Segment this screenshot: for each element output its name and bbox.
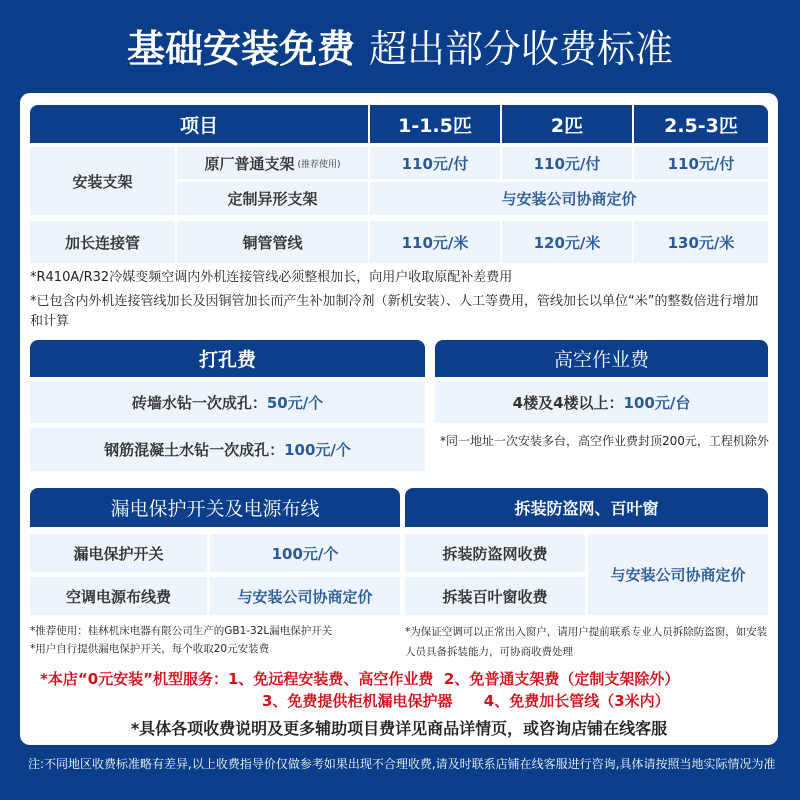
price: 130元/米 (634, 221, 768, 263)
promo-line-2: 3、免费提供柜机漏电保护器 4、免费加长管线（3米内） (262, 692, 670, 710)
drilling-header: 打孔费 (30, 340, 425, 377)
th-1-1.5: 1-1.5匹 (370, 105, 500, 143)
drill-brick (30, 381, 425, 423)
page-title (0, 18, 800, 73)
label: 原厂普通支架 (204, 154, 295, 173)
th-2.5-3: 2.5-3匹 (634, 105, 768, 143)
label: 4楼及4楼以上： (512, 393, 624, 412)
footer-note: 注:不同地区收费标准略有差异,以上收费指导价仅做参考如果出现不合理收费,请及时联系店铺在线客服进行咨询,具体请按照当地实际情况为准 (28, 757, 776, 771)
title-bold: 基础安装免费 (126, 27, 355, 71)
row-custom-bracket: 定制异形支架 (177, 182, 368, 215)
detail-line: *具体各项收费说明及更多辅助项目费详见商品详情页，或咨询店铺在线客服 (130, 719, 668, 738)
price: 120元/米 (502, 221, 632, 263)
leakage-note-1: *推荐使用：桂林机床电器有限公司生产的GB1-32L漏电保护开关 (30, 625, 333, 637)
leakage-switch-label: 漏电保护开关 (30, 534, 207, 572)
value: 100元/台 (623, 393, 691, 412)
window-price: 与安装公司协商定价 (588, 534, 768, 615)
title-normal: 超出部分收费标准 (369, 27, 674, 71)
shutter-label: 拆装百叶窗收费 (405, 577, 585, 615)
window-header: 拆装防盗网、百叶窗 (405, 488, 768, 527)
th-2: 2匹 (502, 105, 632, 143)
wiring-label: 空调电源布线费 (30, 577, 207, 615)
highwork-note: *同一地址一次安装多台，高空作业费封顶200元，工程机除外 (440, 434, 769, 448)
price: 110元/付 (370, 147, 500, 179)
highwork-header: 高空作业费 (435, 340, 768, 377)
label: 钢筋混凝土水钻一次成孔： (104, 441, 285, 459)
price: 110元/付 (634, 147, 768, 179)
price: 110元/付 (502, 147, 632, 179)
leakage-header: 漏电保护开关及电源布线 (30, 488, 400, 527)
note-1: *R410A/R32冷媒变频空调内外机连接管线必须整根加长，向用户收取原配补差费用 (30, 270, 513, 285)
th-item: 项目 (30, 105, 368, 143)
row-standard-bracket (177, 147, 368, 179)
leakage-switch-price: 100元/个 (210, 534, 400, 572)
theft-net-label: 拆装防盗网收费 (405, 534, 585, 572)
highwork-row (435, 381, 768, 423)
note-2: *已包含内外机连接管线加长及因铜管加长而产生补加制冷剂（新机安装）、人工等费用，管线加长以单位“米”的整数倍进行增加和计算 (30, 294, 759, 329)
wiring-price: 与安装公司协商定价 (210, 577, 400, 615)
window-note: *为保证空调可以正常出入窗户，请用户提前联系专业人员拆除防盗窗，如安装人员具备拆装能力，可协商收费处理 (405, 626, 768, 658)
leakage-note-2: *用户自行提供漏电保护开关，每个收取20元安装费 (30, 643, 270, 655)
value: 50元/个 (266, 393, 324, 412)
price-negotiable: 与安装公司协商定价 (370, 182, 768, 215)
drill-concrete (30, 428, 425, 471)
tag: (推荐使用) (297, 159, 341, 170)
group-bracket: 安装支架 (30, 147, 175, 215)
label: 砖墙水钻一次成孔： (131, 393, 267, 412)
promo-line-1: *本店“0元安装”机型服务：1、免远程安装费、高空作业费 2、免普通支架费（定制支架除外） (40, 670, 680, 688)
group-extension: 加长连接管 (30, 221, 175, 263)
value: 100元/个 (284, 441, 351, 459)
row-copper: 铜管管线 (177, 221, 368, 263)
price: 110元/米 (370, 221, 500, 263)
